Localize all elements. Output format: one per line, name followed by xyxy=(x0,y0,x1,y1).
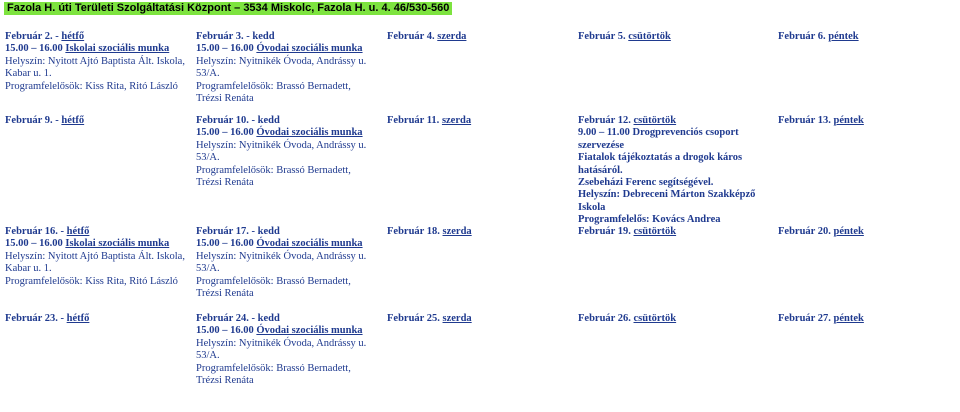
program-title: Óvodai szociális munka xyxy=(256,43,363,55)
day-heading xyxy=(578,226,763,238)
weekday-label: hétfő xyxy=(61,31,85,42)
program-staff: Programfelelősök: Kiss Rita, Ritó László xyxy=(5,80,178,92)
weekday-label: hétfő xyxy=(66,313,90,324)
day-cell xyxy=(387,115,572,127)
program-location: Helyszín: Nyitott Ajtó Baptista Ált. Iskola, xyxy=(5,250,185,262)
program-staff: Programfelelősök: Brassó Bernadett, xyxy=(196,164,351,176)
program-staff: Trézsi Renáta xyxy=(196,177,254,189)
program-title: Iskolai szociális munka xyxy=(65,238,170,250)
program-location: 53/A. xyxy=(196,350,220,362)
weekday-label: csütörtök xyxy=(633,115,677,126)
program-location: Helyszín: Nyitnikék Óvoda, Andrássy u. xyxy=(196,337,367,349)
day-cell xyxy=(578,226,763,238)
program-location: Helyszín: Nyitnikék Óvoda, Andrássy u. xyxy=(196,55,367,67)
date-label: Február 20. xyxy=(778,226,834,237)
day-cell xyxy=(196,115,381,189)
day-cell xyxy=(5,31,190,93)
program-line xyxy=(196,325,381,337)
program-detail: hatásáról. xyxy=(578,164,623,176)
program-location: 53/A. xyxy=(196,68,220,80)
date-label: Február 16. - xyxy=(5,226,67,237)
program-detail: Iskola xyxy=(578,201,606,213)
program-line xyxy=(196,127,381,139)
day-heading xyxy=(578,115,763,127)
program-detail: 9.00 – 11.00 Drogprevenciós csoport xyxy=(578,127,739,139)
program-location: Helyszín: Nyitnikék Óvoda, Andrássy u. xyxy=(196,139,367,151)
weekday-label: péntek xyxy=(833,313,864,324)
program-staff: Trézsi Renáta xyxy=(196,288,254,300)
day-heading xyxy=(387,115,572,127)
day-heading xyxy=(778,31,960,43)
program-line xyxy=(196,238,381,250)
day-heading xyxy=(5,31,190,43)
date-label: Február 13. xyxy=(778,115,834,126)
program-location: Helyszín: Nyitott Ajtó Baptista Ált. Iskola, xyxy=(5,55,185,67)
day-heading xyxy=(5,115,190,127)
day-cell xyxy=(578,115,763,227)
day-cell xyxy=(387,31,572,43)
weekday-label: péntek xyxy=(833,115,864,126)
program-time: 15.00 – 16.00 xyxy=(5,238,63,250)
day-cell xyxy=(778,313,960,325)
weekday-label: hétfő xyxy=(61,115,85,126)
date-label: Február 3. - kedd xyxy=(196,31,275,42)
weekday-label: péntek xyxy=(828,31,859,42)
day-heading xyxy=(5,226,190,238)
day-cell xyxy=(196,226,381,300)
day-heading xyxy=(778,313,960,325)
day-cell xyxy=(196,31,381,105)
date-label: Február 17. - kedd xyxy=(196,226,280,237)
day-cell xyxy=(578,313,763,325)
program-detail: Zsebeházi Ferenc segítségével. xyxy=(578,177,714,189)
date-label: Február 9. - xyxy=(5,115,62,126)
program-staff: Programfelelősök: Brassó Bernadett, xyxy=(196,275,351,287)
program-staff: Programfelelősök: Kiss Rita, Ritó László xyxy=(5,275,178,287)
program-line xyxy=(196,43,381,55)
day-heading xyxy=(778,115,960,127)
program-line xyxy=(5,43,190,55)
program-staff: Trézsi Renáta xyxy=(196,93,254,105)
day-heading xyxy=(196,313,381,325)
day-heading xyxy=(196,226,381,238)
program-time: 15.00 – 16.00 xyxy=(196,43,254,55)
program-detail: Helyszín: Debreceni Márton Szakképző xyxy=(578,189,756,201)
date-label: Február 23. - xyxy=(5,313,67,324)
program-title: Iskolai szociális munka xyxy=(65,43,170,55)
weekday-label: csütörtök xyxy=(633,226,677,237)
program-location: Kabar u. 1. xyxy=(5,263,52,275)
program-time: 15.00 – 16.00 xyxy=(5,43,63,55)
day-cell xyxy=(778,115,960,127)
date-label: Február 5. xyxy=(578,31,629,42)
program-title: Óvodai szociális munka xyxy=(256,238,363,250)
program-detail: szervezése xyxy=(578,139,625,151)
program-location: 53/A. xyxy=(196,152,220,164)
day-heading xyxy=(778,226,960,238)
program-line xyxy=(5,238,190,250)
date-label: Február 6. xyxy=(778,31,829,42)
date-label: Február 18. xyxy=(387,226,443,237)
day-heading xyxy=(387,313,572,325)
program-staff: Programfelelősök: Brassó Bernadett, xyxy=(196,80,351,92)
weekday-label: szerda xyxy=(437,31,467,42)
program-detail: Fiatalok tájékoztatás a drogok káros xyxy=(578,152,743,164)
day-heading xyxy=(578,313,763,325)
date-label: Február 10. - kedd xyxy=(196,115,280,126)
day-cell xyxy=(5,115,190,127)
date-label: Február 19. xyxy=(578,226,634,237)
day-heading xyxy=(578,31,763,43)
program-time: 15.00 – 16.00 xyxy=(196,127,254,139)
day-cell xyxy=(778,226,960,238)
weekday-label: szerda xyxy=(441,115,472,126)
date-label: Február 26. xyxy=(578,313,634,324)
date-label: Február 24. - kedd xyxy=(196,313,280,324)
program-title: Óvodai szociális munka xyxy=(256,127,363,139)
program-location: Kabar u. 1. xyxy=(5,68,52,80)
program-title: Óvodai szociális munka xyxy=(256,325,363,337)
date-label: Február 12. xyxy=(578,115,634,126)
weekday-label: csütörtök xyxy=(633,313,677,324)
program-location: 53/A. xyxy=(196,263,220,275)
day-cell xyxy=(5,226,190,288)
day-heading xyxy=(196,115,381,127)
program-time: 15.00 – 16.00 xyxy=(196,325,254,337)
program-staff: Trézsi Renáta xyxy=(196,375,254,387)
program-staff: Programfelelősök: Brassó Bernadett, xyxy=(196,362,351,374)
date-label: Február 4. xyxy=(387,31,438,42)
date-label: Február 2. - xyxy=(5,31,62,42)
date-label: Február 27. xyxy=(778,313,834,324)
date-label: Február 11. xyxy=(387,115,442,126)
day-cell xyxy=(778,31,960,43)
day-cell xyxy=(196,313,381,387)
weekday-label: csütörtök xyxy=(628,31,671,42)
day-cell xyxy=(5,313,190,325)
weekday-label: péntek xyxy=(833,226,864,237)
program-location: Helyszín: Nyitnikék Óvoda, Andrássy u. xyxy=(196,250,367,262)
weekday-label: hétfő xyxy=(66,226,90,237)
day-cell xyxy=(387,313,572,325)
date-label: Február 25. xyxy=(387,313,443,324)
day-cell xyxy=(578,31,763,43)
program-time: 15.00 – 16.00 xyxy=(196,238,254,250)
page-header: Fazola H. úti Területi Szolgáltatási Központ – 3534 Miskolc, Fazola H. u. 4. 46/530-560 xyxy=(4,2,452,15)
day-heading xyxy=(387,226,572,238)
program-detail: Programfelelős: Kovács Andrea xyxy=(578,214,721,226)
day-heading xyxy=(387,31,572,43)
weekday-label: szerda xyxy=(442,226,472,237)
day-cell xyxy=(387,226,572,238)
weekday-label: szerda xyxy=(442,313,472,324)
day-heading xyxy=(196,31,381,43)
day-heading xyxy=(5,313,190,325)
